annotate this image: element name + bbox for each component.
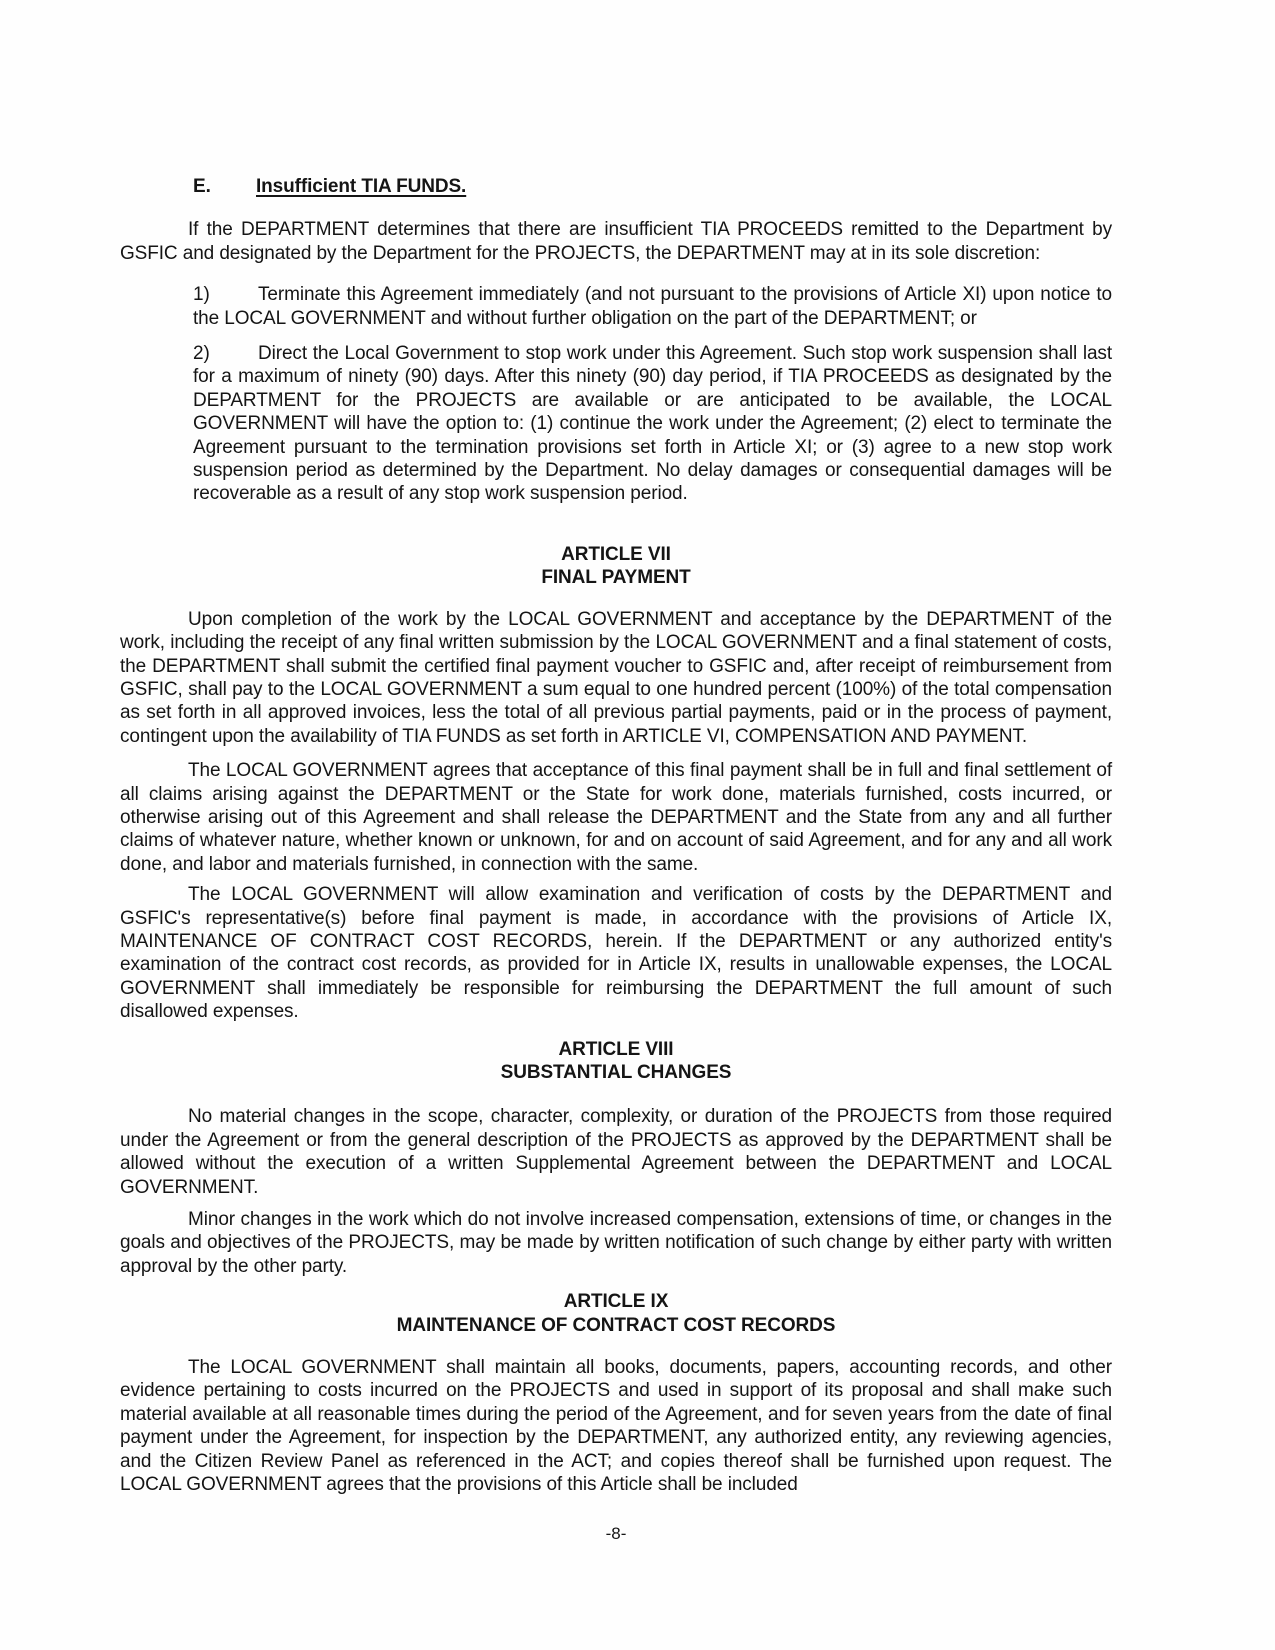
article-vii-header [120,543,1112,590]
list-item-number: 2) [193,343,210,365]
article-paragraph: The LOCAL GOVERNMENT will allow examination and verification of costs by the DEPARTMENT and GSFIC's representative(s) before final payment is made, in accordance with the provisions of Article IX, MAINTENANCE OF CONTRACT COST RECORDS, herein. If the DEPARTMENT or any authorized entity's examination of the contract cost records, as provided for in Article IX, results in unallowable expenses, the LOCAL GOVERNMENT shall immediately be responsible for reimbursing the DEPARTMENT the full amount of such disallowed expenses. [120,884,1112,1023]
list-item [193,342,1112,506]
article-viii-header [120,1038,1112,1085]
article-subtitle: FINAL PAYMENT [541,567,691,589]
article-subtitle: MAINTENANCE OF CONTRACT COST RECORDS [396,1314,836,1336]
article-paragraph: Upon completion of the work by the LOCAL GOVERNMENT and acceptance by the DEPARTMENT of the work, including the receipt of any final written submission by the LOCAL GOVERNMENT and a final statement of costs, the DEPARTMENT shall submit the certified final payment voucher to GSFIC and, after receipt of reimbursement from GSFIC, shall pay to the LOCAL GOVERNMENT a sum equal to one hundred percent (100%) of the total compensation as set forth in all approved invoices, less the total of all previous partial payments, paid or in the process of payment, contingent upon the availability of TIA FUNDS as set forth in ARTICLE VI, COMPENSATION AND PAYMENT. [120,608,1112,747]
document-content [120,175,1112,1497]
article-title: ARTICLE VIII [558,1038,674,1060]
article-paragraph: The LOCAL GOVERNMENT shall maintain all books, documents, papers, accounting records, and other evidence pertaining to costs incurred on the PROJECTS and used in support of its proposal and shall make such material available at all reasonable times during the period of the Agreement, and for seven years from the date of final payment under the Agreement, for inspection by the DEPARTMENT, any authorized entity, any reviewing agencies, and the Citizen Review Panel as referenced in the ACT; and copies thereof shall be furnished upon request. The LOCAL GOVERNMENT agrees that the provisions of this Article shall be included [120,1357,1112,1496]
article-subtitle: SUBSTANTIAL CHANGES [500,1062,732,1083]
section-label: E. [193,176,211,197]
article-title: ARTICLE IX [563,1291,669,1313]
page-number: -8- [605,1524,627,1543]
article-paragraph: The LOCAL GOVERNMENT agrees that acceptance of this final payment shall be in full and final settlement of all claims arising against the DEPARTMENT or the State for work done, materials furnished, costs incurred, or otherwise arising out of this Agreement and shall release the DEPARTMENT and the State from any and all further claims of whatever nature, whether known or unknown, for and on account of said Agreement, and for any and all work done, and labor and materials furnished, in connection with the same. [120,760,1112,875]
list-item-number: 1) [193,284,210,306]
list-item [193,283,1112,330]
section-intro-paragraph: If the DEPARTMENT determines that there are insufficient TIA PROCEEDS remitted to the Department by GSFIC and designated by the Department for the PROJECTS, the DEPARTMENT may at in its sole discretion: [120,219,1112,264]
section-e-heading [120,175,1112,198]
article-paragraph: No material changes in the scope, character, complexity, or duration of the PROJECTS from those required under the Agreement or from the general description of the PROJECTS as approved by the DEPARTMENT shall be allowed without the execution of a written Supplemental Agreement between the DEPARTMENT and LOCAL GOVERNMENT. [120,1106,1112,1198]
section-title: Insufficient TIA FUNDS. [256,176,467,197]
list-item-text: Terminate this Agreement immediately (and not pursuant to the provisions of Article XI) upon notice to the LOCAL GOVERNMENT and without further obligation on the part of the DEPARTMENT; or [193,284,1112,329]
list-item-text: Direct the Local Government to stop work under this Agreement. Such stop work suspension shall last for a maximum of ninety (90) days. After this ninety (90) day period, if TIA PROCEEDS as designated by the DEPARTMENT for the PROJECTS are available or are anticipated to be available, the LOCAL GOVERNMENT will have the option to: (1) continue the work under the Agreement; (2) elect to terminate the Agreement pursuant to the termination provisions set forth in Article XI; or (3) agree to a new stop work suspension period as determined by the Department. No delay damages or consequential damages will be recoverable as a result of any stop work suspension period. [193,343,1112,505]
article-title: ARTICLE VII [561,543,671,565]
article-paragraph: Minor changes in the work which do not involve increased compensation, extensions of time, or changes in the goals and objectives of the PROJECTS, may be made by written notification of such change by either party with written approval by the other party. [120,1209,1112,1277]
article-ix-header [120,1290,1112,1337]
